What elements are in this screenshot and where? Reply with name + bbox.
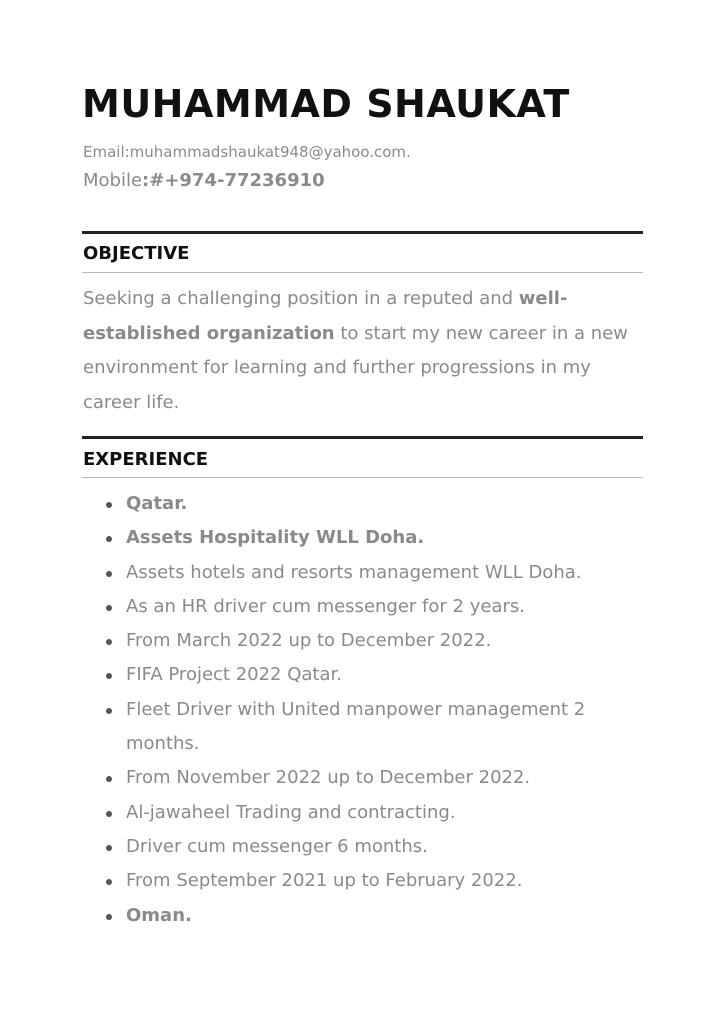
experience-item: As an HR driver cum messenger for 2 years. xyxy=(83,590,643,624)
experience-item: Assets Hospitality WLL Doha. xyxy=(83,521,643,555)
bullet-icon xyxy=(106,673,112,679)
experience-top-rule xyxy=(82,436,643,439)
experience-list xyxy=(83,487,643,933)
objective-text-bold: well-established organization xyxy=(83,288,568,344)
bullet-icon xyxy=(106,879,112,885)
bullet-icon xyxy=(106,571,112,577)
experience-item: Oman. xyxy=(83,899,643,933)
objective-text-end: to start my new career in a new environment for learning and further progressions in my career life. xyxy=(83,322,628,413)
bullet-icon xyxy=(106,811,112,817)
objective-top-rule xyxy=(82,231,643,234)
email-line: Email:muhammadshaukat948@yahoo.com. xyxy=(83,143,411,161)
objective-text-start: Seeking a challenging position in a reputed and xyxy=(83,288,519,309)
bullet-icon xyxy=(106,776,112,782)
mobile-line xyxy=(83,168,325,194)
objective-heading: OBJECTIVE xyxy=(83,243,190,264)
bullet-icon xyxy=(106,502,112,508)
bullet-icon xyxy=(106,845,112,851)
mobile-label: Mobile xyxy=(83,170,143,191)
objective-bottom-rule xyxy=(82,272,643,273)
bullet-icon xyxy=(106,605,112,611)
experience-item: From September 2021 up to February 2022. xyxy=(83,864,643,898)
experience-item: Assets hotels and resorts management WLL Doha. xyxy=(83,556,643,590)
bullet-icon xyxy=(106,536,112,542)
mobile-number: :#+974-77236910 xyxy=(142,170,325,191)
experience-item: Al-jawaheel Trading and contracting. xyxy=(83,796,643,830)
experience-item: From November 2022 up to December 2022. xyxy=(83,761,643,795)
bullet-icon xyxy=(106,914,112,920)
experience-heading: EXPERIENCE xyxy=(83,449,209,470)
experience-item: From March 2022 up to December 2022. xyxy=(83,624,643,658)
experience-item: FIFA Project 2022 Qatar. xyxy=(83,658,643,692)
experience-item: Driver cum messenger 6 months. xyxy=(83,830,643,864)
experience-item: Fleet Driver with United manpower management 2 months. xyxy=(83,693,643,762)
bullet-icon xyxy=(106,708,112,714)
experience-item: Qatar. xyxy=(83,487,643,521)
bullet-icon xyxy=(106,639,112,645)
candidate-name: MUHAMMAD SHAUKAT xyxy=(82,82,570,126)
experience-bottom-rule xyxy=(82,477,643,478)
objective-text xyxy=(83,282,643,420)
